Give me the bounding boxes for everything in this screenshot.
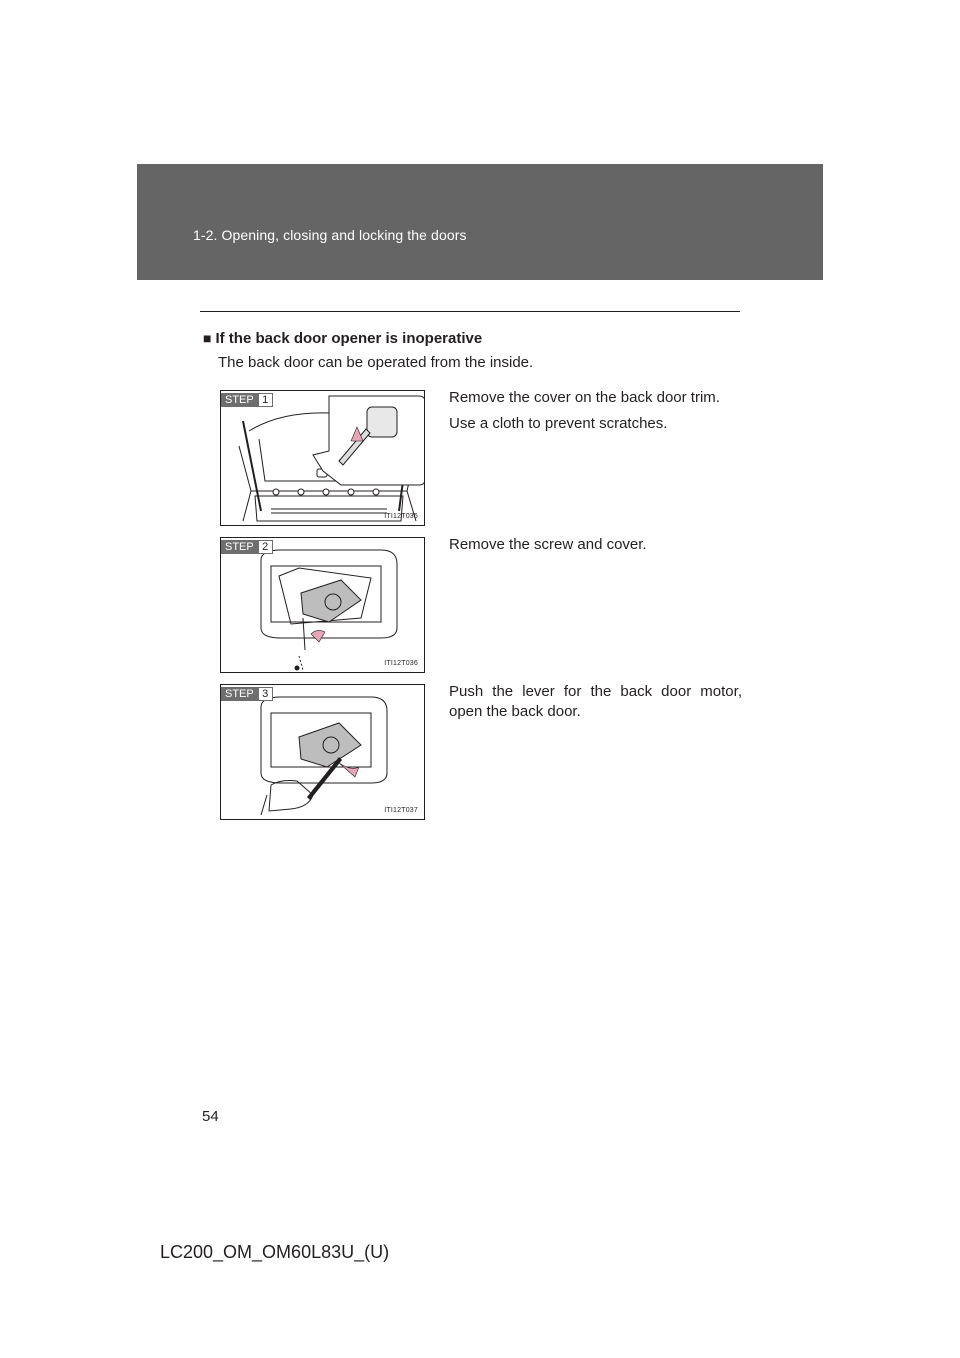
back-door-trim-illustration [221, 391, 425, 526]
divider [200, 311, 740, 312]
step-number: 2 [258, 540, 273, 554]
bullet-icon: ■ [203, 330, 212, 346]
step-3-text [449, 682, 742, 728]
arrow-icon [339, 763, 359, 777]
step-1-instruction: Remove the cover on the back door trim. [449, 389, 720, 406]
step-3-instruction: Push the lever for the back door motor, open the back door. [449, 683, 742, 720]
step-1-badge [221, 393, 273, 407]
figure-code: ITI12T035 [384, 513, 418, 520]
header-bar [137, 164, 823, 280]
step-1-figure [220, 390, 425, 526]
screw-icon [295, 666, 300, 671]
step-2-instruction: Remove the screw and cover. [449, 536, 647, 553]
step-1-text [449, 388, 742, 440]
section-header-title: 1-2. Opening, closing and locking the doors [193, 227, 467, 243]
arrow-icon [311, 630, 325, 642]
step-label: STEP [221, 540, 258, 554]
step-number: 3 [258, 687, 273, 701]
step-3-badge [221, 687, 273, 701]
page-number: 54 [202, 1108, 219, 1125]
step-3-figure [220, 684, 425, 820]
document-id: LC200_OM_OM60L83U_(U) [160, 1242, 390, 1262]
step-number: 1 [258, 393, 273, 407]
step-2-text [449, 535, 742, 561]
step-label: STEP [221, 687, 258, 701]
step-2-badge [221, 540, 273, 554]
section-heading [203, 330, 482, 347]
step-2-figure [220, 537, 425, 673]
step-label: STEP [221, 393, 258, 407]
step-1-note: Use a cloth to prevent scratches. [449, 415, 668, 432]
intro-text: The back door can be operated from the inside. [218, 354, 534, 371]
figure-code: ITI12T036 [384, 660, 418, 667]
lever-push-illustration [221, 685, 425, 820]
screw-cover-illustration [221, 538, 425, 673]
section-heading-text: If the back door opener is inoperative [215, 330, 483, 347]
figure-code: ITI12T037 [384, 807, 418, 814]
